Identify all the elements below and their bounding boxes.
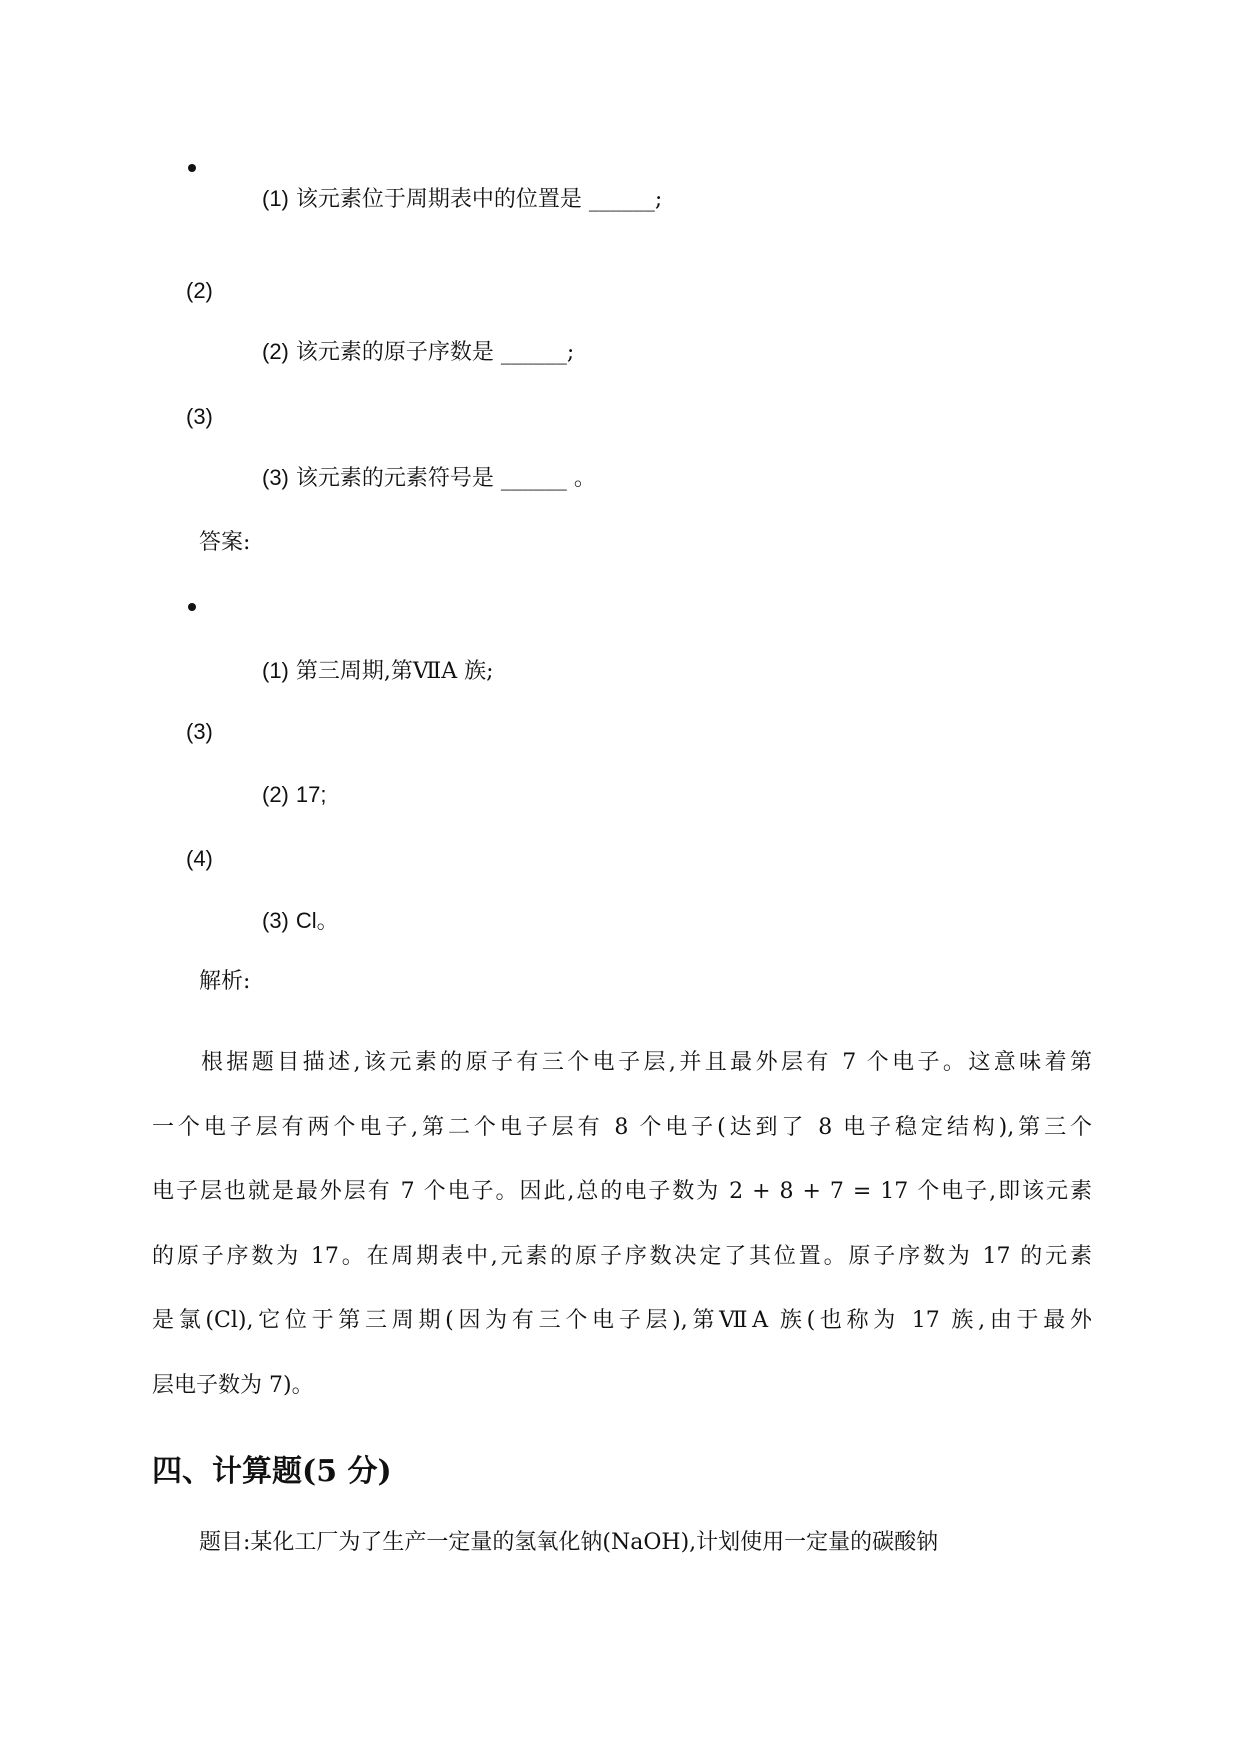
question-item-3-number: (3) [262,465,289,490]
list-bullet [188,603,196,611]
answer-item-2-text: 17; [295,782,327,807]
question-item-2-text: 该元素的原子序数是 ______; [295,340,575,365]
list-bullet [188,164,196,172]
analysis-line: 一个电子层有两个电子,第二个电子层有 8 个电子(达到了 8 电子稳定结构),第三个 [152,1114,1092,1140]
answer-item-3-text: Cl。 [295,908,339,933]
answer-item-3-number: (3) [262,908,289,933]
section-heading: 四、计算题(5 分) [152,1454,392,1489]
analysis-line: 根据题目描述,该元素的原子有三个电子层,并且最外层有 7 个电子。这意味着第 [201,1050,1092,1075]
question-item-1 [262,184,662,215]
question-item-1-number: (1) [262,186,289,211]
answer-item-2 [262,780,326,811]
answer-marker-3: (3) [186,719,213,744]
analysis-paragraph [152,1031,1092,1418]
answer-item-1-text: 第三周期,第ⅦA 族; [295,659,494,684]
question-marker-2: (2) [186,278,213,303]
section-intro: 题目:某化工厂为了生产一定量的氢氧化钠(NaOH),计划使用一定量的碳酸钠 [199,1530,939,1555]
analysis-line: 电子层也就是最外层有 7 个电子。因此,总的电子数为 2 + 8 + 7 = 17 个电子,即该元素 [152,1179,1092,1204]
question-item-3 [262,463,596,494]
question-item-2-number: (2) [262,339,289,364]
answer-label: 答案: [199,530,251,555]
analysis-line: 是氯(Cl),它位于第三周期(因为有三个电子层),第ⅦA 族(也称为 17 族,由于最外 [152,1308,1092,1333]
answer-item-3 [262,906,339,937]
analysis-label: 解析: [199,969,251,994]
analysis-line: 的原子序数为 17。在周期表中,元素的原子序数决定了其位置。原子序数为 17 的元素 [152,1243,1092,1269]
analysis-line: 层电子数为 7)。 [152,1372,314,1398]
question-item-3-text: 该元素的元素符号是 ______ 。 [295,466,596,491]
question-item-1-text: 该元素位于周期表中的位置是 ______; [295,187,663,212]
answer-marker-4: (4) [186,846,213,871]
answer-item-2-number: (2) [262,782,289,807]
answer-item-1 [262,656,494,687]
answer-item-1-number: (1) [262,658,289,683]
question-marker-3: (3) [186,404,213,429]
question-item-2 [262,337,574,368]
